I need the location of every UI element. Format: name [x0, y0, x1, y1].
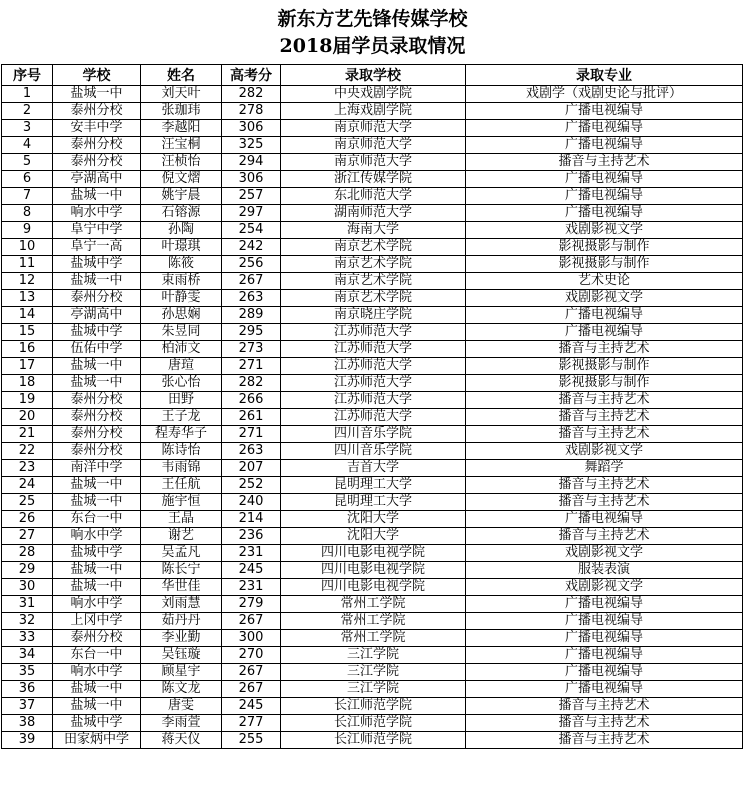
cell-index: 15 [2, 324, 53, 341]
cell-major: 广播电视编导 [466, 596, 743, 613]
cell-admitted-school: 中央戏剧学院 [281, 86, 466, 103]
table-body [2, 86, 743, 749]
cell-score: 282 [222, 375, 281, 392]
cell-major: 广播电视编导 [466, 103, 743, 120]
cell-major: 戏剧影视文学 [466, 443, 743, 460]
cell-index: 36 [2, 681, 53, 698]
cell-score: 297 [222, 205, 281, 222]
cell-index: 19 [2, 392, 53, 409]
cell-major: 播音与主持艺术 [466, 494, 743, 511]
cell-admitted-school: 常州工学院 [281, 613, 466, 630]
document-title: 新东方艺先锋传媒学校 [277, 8, 468, 30]
table-row [2, 715, 743, 732]
cell-school: 响水中学 [53, 596, 141, 613]
cell-name: 陈文龙 [141, 681, 222, 698]
cell-name: 蒋天仪 [141, 732, 222, 749]
cell-score: 267 [222, 273, 281, 290]
cell-admitted-school: 三江学院 [281, 664, 466, 681]
cell-school: 泰州分校 [53, 630, 141, 647]
cell-admitted-school: 四川电影电视学院 [281, 545, 466, 562]
header-name: 姓名 [141, 65, 222, 86]
cell-major: 广播电视编导 [466, 511, 743, 528]
cell-school: 亭湖高中 [53, 171, 141, 188]
cell-school: 泰州分校 [53, 290, 141, 307]
cell-school: 盐城一中 [53, 698, 141, 715]
cell-index: 7 [2, 188, 53, 205]
cell-admitted-school: 四川电影电视学院 [281, 562, 466, 579]
table-row [2, 307, 743, 324]
table-row [2, 732, 743, 749]
cell-index: 29 [2, 562, 53, 579]
cell-score: 267 [222, 664, 281, 681]
admissions-table [1, 64, 743, 749]
cell-score: 278 [222, 103, 281, 120]
table-row [2, 511, 743, 528]
cell-index: 14 [2, 307, 53, 324]
cell-score: 261 [222, 409, 281, 426]
cell-name: 韦雨锦 [141, 460, 222, 477]
cell-score: 207 [222, 460, 281, 477]
cell-name: 茹丹丹 [141, 613, 222, 630]
cell-score: 242 [222, 239, 281, 256]
cell-name: 王晶 [141, 511, 222, 528]
cell-admitted-school: 四川音乐学院 [281, 426, 466, 443]
cell-score: 263 [222, 290, 281, 307]
cell-school: 泰州分校 [53, 426, 141, 443]
cell-index: 32 [2, 613, 53, 630]
cell-admitted-school: 南京晓庄学院 [281, 307, 466, 324]
cell-admitted-school: 南京师范大学 [281, 154, 466, 171]
cell-score: 267 [222, 613, 281, 630]
table-row [2, 375, 743, 392]
table-row [2, 664, 743, 681]
cell-index: 31 [2, 596, 53, 613]
cell-index: 2 [2, 103, 53, 120]
table-row [2, 409, 743, 426]
cell-school: 盐城一中 [53, 681, 141, 698]
cell-school: 泰州分校 [53, 392, 141, 409]
cell-school: 盐城中学 [53, 715, 141, 732]
cell-school: 盐城一中 [53, 494, 141, 511]
cell-school: 泰州分校 [53, 137, 141, 154]
cell-major: 广播电视编导 [466, 630, 743, 647]
table-row [2, 222, 743, 239]
header-admitted-school: 录取学校 [281, 65, 466, 86]
cell-index: 18 [2, 375, 53, 392]
cell-index: 23 [2, 460, 53, 477]
cell-index: 17 [2, 358, 53, 375]
cell-name: 朱昱同 [141, 324, 222, 341]
cell-name: 柏沛文 [141, 341, 222, 358]
cell-name: 陈长宁 [141, 562, 222, 579]
cell-major: 播音与主持艺术 [466, 426, 743, 443]
cell-school: 东台一中 [53, 511, 141, 528]
cell-name: 吴钰璇 [141, 647, 222, 664]
cell-score: 267 [222, 681, 281, 698]
cell-score: 266 [222, 392, 281, 409]
cell-admitted-school: 长江师范学院 [281, 732, 466, 749]
table-row [2, 477, 743, 494]
cell-major: 影视摄影与制作 [466, 358, 743, 375]
cell-admitted-school: 南京师范大学 [281, 137, 466, 154]
table-row [2, 392, 743, 409]
cell-admitted-school: 江苏师范大学 [281, 324, 466, 341]
cell-major: 播音与主持艺术 [466, 341, 743, 358]
cell-index: 21 [2, 426, 53, 443]
header-index: 序号 [2, 65, 53, 86]
cell-name: 施宇恒 [141, 494, 222, 511]
cell-index: 12 [2, 273, 53, 290]
cell-score: 270 [222, 647, 281, 664]
cell-score: 245 [222, 698, 281, 715]
cell-school: 盐城中学 [53, 324, 141, 341]
table-row [2, 358, 743, 375]
cell-score: 240 [222, 494, 281, 511]
cell-index: 8 [2, 205, 53, 222]
cell-score: 252 [222, 477, 281, 494]
cell-index: 33 [2, 630, 53, 647]
cell-admitted-school: 江苏师范大学 [281, 341, 466, 358]
document-subtitle: 2018届学员录取情况 [279, 35, 466, 57]
cell-index: 9 [2, 222, 53, 239]
cell-name: 张珈玮 [141, 103, 222, 120]
cell-name: 石镕源 [141, 205, 222, 222]
cell-name: 王任航 [141, 477, 222, 494]
cell-major: 播音与主持艺术 [466, 154, 743, 171]
cell-score: 245 [222, 562, 281, 579]
cell-major: 广播电视编导 [466, 188, 743, 205]
cell-admitted-school: 四川音乐学院 [281, 443, 466, 460]
cell-school: 阜宁中学 [53, 222, 141, 239]
cell-school: 田家炳中学 [53, 732, 141, 749]
cell-index: 1 [2, 86, 53, 103]
cell-name: 汪桢怡 [141, 154, 222, 171]
table-row [2, 205, 743, 222]
cell-score: 236 [222, 528, 281, 545]
cell-score: 231 [222, 579, 281, 596]
cell-major: 广播电视编导 [466, 171, 743, 188]
cell-name: 刘雨慧 [141, 596, 222, 613]
cell-school: 盐城一中 [53, 358, 141, 375]
table-row [2, 290, 743, 307]
cell-name: 华世佳 [141, 579, 222, 596]
cell-index: 16 [2, 341, 53, 358]
cell-admitted-school: 南京艺术学院 [281, 256, 466, 273]
cell-score: 300 [222, 630, 281, 647]
cell-major: 播音与主持艺术 [466, 528, 743, 545]
cell-name: 王子龙 [141, 409, 222, 426]
cell-admitted-school: 常州工学院 [281, 596, 466, 613]
cell-admitted-school: 江苏师范大学 [281, 375, 466, 392]
cell-name: 田野 [141, 392, 222, 409]
cell-name: 李越阳 [141, 120, 222, 137]
cell-school: 上冈中学 [53, 613, 141, 630]
cell-admitted-school: 吉首大学 [281, 460, 466, 477]
cell-name: 谢艺 [141, 528, 222, 545]
cell-index: 25 [2, 494, 53, 511]
cell-index: 11 [2, 256, 53, 273]
cell-school: 盐城一中 [53, 579, 141, 596]
cell-name: 叶静雯 [141, 290, 222, 307]
table-row [2, 460, 743, 477]
cell-index: 10 [2, 239, 53, 256]
cell-score: 256 [222, 256, 281, 273]
cell-score: 271 [222, 426, 281, 443]
table-row [2, 86, 743, 103]
table-row [2, 443, 743, 460]
cell-major: 广播电视编导 [466, 647, 743, 664]
cell-index: 20 [2, 409, 53, 426]
table-row [2, 120, 743, 137]
table-row [2, 137, 743, 154]
cell-index: 3 [2, 120, 53, 137]
cell-admitted-school: 三江学院 [281, 647, 466, 664]
table-row [2, 596, 743, 613]
cell-major: 播音与主持艺术 [466, 732, 743, 749]
table-row [2, 647, 743, 664]
cell-major: 播音与主持艺术 [466, 477, 743, 494]
cell-score: 271 [222, 358, 281, 375]
cell-school: 盐城一中 [53, 562, 141, 579]
cell-admitted-school: 沈阳大学 [281, 528, 466, 545]
cell-school: 南洋中学 [53, 460, 141, 477]
table-row [2, 256, 743, 273]
table-row [2, 494, 743, 511]
cell-major: 广播电视编导 [466, 613, 743, 630]
cell-admitted-school: 三江学院 [281, 681, 466, 698]
cell-major: 戏剧影视文学 [466, 579, 743, 596]
table-row [2, 171, 743, 188]
cell-admitted-school: 沈阳大学 [281, 511, 466, 528]
cell-school: 盐城一中 [53, 86, 141, 103]
cell-school: 响水中学 [53, 664, 141, 681]
cell-name: 束雨桥 [141, 273, 222, 290]
header-school: 学校 [53, 65, 141, 86]
cell-name: 叶璟琪 [141, 239, 222, 256]
cell-major: 广播电视编导 [466, 137, 743, 154]
cell-major: 戏剧影视文学 [466, 545, 743, 562]
cell-score: 279 [222, 596, 281, 613]
table-row [2, 103, 743, 120]
cell-index: 22 [2, 443, 53, 460]
cell-score: 257 [222, 188, 281, 205]
cell-name: 李雨萱 [141, 715, 222, 732]
cell-school: 盐城一中 [53, 188, 141, 205]
cell-name: 吴孟凡 [141, 545, 222, 562]
header-major: 录取专业 [466, 65, 743, 86]
cell-name: 唐瑄 [141, 358, 222, 375]
table-row [2, 426, 743, 443]
cell-major: 播音与主持艺术 [466, 409, 743, 426]
cell-major: 播音与主持艺术 [466, 698, 743, 715]
cell-score: 255 [222, 732, 281, 749]
table-row [2, 681, 743, 698]
cell-admitted-school: 东北师范大学 [281, 188, 466, 205]
cell-school: 伍佑中学 [53, 341, 141, 358]
cell-major: 影视摄影与制作 [466, 239, 743, 256]
cell-name: 倪文熠 [141, 171, 222, 188]
cell-school: 泰州分校 [53, 443, 141, 460]
cell-admitted-school: 昆明理工大学 [281, 494, 466, 511]
cell-score: 282 [222, 86, 281, 103]
cell-admitted-school: 上海戏剧学院 [281, 103, 466, 120]
cell-admitted-school: 昆明理工大学 [281, 477, 466, 494]
cell-school: 盐城中学 [53, 545, 141, 562]
cell-major: 广播电视编导 [466, 664, 743, 681]
cell-index: 24 [2, 477, 53, 494]
cell-school: 阜宁一高 [53, 239, 141, 256]
cell-school: 泰州分校 [53, 409, 141, 426]
cell-admitted-school: 海南大学 [281, 222, 466, 239]
table-row [2, 613, 743, 630]
cell-admitted-school: 长江师范学院 [281, 715, 466, 732]
cell-index: 5 [2, 154, 53, 171]
table-row [2, 528, 743, 545]
cell-score: 214 [222, 511, 281, 528]
cell-index: 39 [2, 732, 53, 749]
cell-major: 戏剧学（戏剧史论与批评） [466, 86, 743, 103]
table-row [2, 630, 743, 647]
cell-school: 泰州分校 [53, 103, 141, 120]
cell-score: 277 [222, 715, 281, 732]
cell-index: 34 [2, 647, 53, 664]
cell-score: 231 [222, 545, 281, 562]
cell-school: 亭湖高中 [53, 307, 141, 324]
cell-index: 37 [2, 698, 53, 715]
cell-score: 254 [222, 222, 281, 239]
cell-major: 广播电视编导 [466, 324, 743, 341]
table-header-row [2, 65, 743, 86]
cell-school: 盐城一中 [53, 375, 141, 392]
cell-index: 26 [2, 511, 53, 528]
cell-name: 顾星宇 [141, 664, 222, 681]
cell-name: 张心怡 [141, 375, 222, 392]
table-row [2, 239, 743, 256]
cell-school: 盐城中学 [53, 256, 141, 273]
table-row [2, 273, 743, 290]
table-row [2, 698, 743, 715]
cell-major: 广播电视编导 [466, 120, 743, 137]
cell-admitted-school: 南京艺术学院 [281, 239, 466, 256]
table-row [2, 579, 743, 596]
cell-major: 广播电视编导 [466, 681, 743, 698]
cell-major: 舞蹈学 [466, 460, 743, 477]
cell-major: 戏剧影视文学 [466, 290, 743, 307]
cell-index: 27 [2, 528, 53, 545]
cell-admitted-school: 浙江传媒学院 [281, 171, 466, 188]
cell-index: 35 [2, 664, 53, 681]
cell-school: 响水中学 [53, 528, 141, 545]
cell-score: 306 [222, 120, 281, 137]
cell-admitted-school: 四川电影电视学院 [281, 579, 466, 596]
cell-score: 325 [222, 137, 281, 154]
cell-score: 294 [222, 154, 281, 171]
cell-admitted-school: 湖南师范大学 [281, 205, 466, 222]
header-score: 高考分 [222, 65, 281, 86]
cell-major: 服装表演 [466, 562, 743, 579]
cell-index: 30 [2, 579, 53, 596]
cell-index: 28 [2, 545, 53, 562]
cell-school: 响水中学 [53, 205, 141, 222]
cell-score: 295 [222, 324, 281, 341]
cell-index: 6 [2, 171, 53, 188]
cell-score: 273 [222, 341, 281, 358]
cell-admitted-school: 长江师范学院 [281, 698, 466, 715]
cell-major: 艺术史论 [466, 273, 743, 290]
cell-score: 263 [222, 443, 281, 460]
cell-admitted-school: 南京艺术学院 [281, 273, 466, 290]
cell-admitted-school: 南京师范大学 [281, 120, 466, 137]
cell-major: 广播电视编导 [466, 205, 743, 222]
cell-major: 播音与主持艺术 [466, 392, 743, 409]
cell-admitted-school: 江苏师范大学 [281, 358, 466, 375]
cell-name: 程寿华子 [141, 426, 222, 443]
cell-major: 戏剧影视文学 [466, 222, 743, 239]
table-row [2, 188, 743, 205]
table-row [2, 324, 743, 341]
cell-major: 影视摄影与制作 [466, 256, 743, 273]
cell-name: 李业勤 [141, 630, 222, 647]
cell-major: 广播电视编导 [466, 307, 743, 324]
cell-school: 盐城一中 [53, 273, 141, 290]
cell-score: 289 [222, 307, 281, 324]
cell-major: 影视摄影与制作 [466, 375, 743, 392]
cell-admitted-school: 常州工学院 [281, 630, 466, 647]
cell-score: 306 [222, 171, 281, 188]
cell-school: 东台一中 [53, 647, 141, 664]
cell-admitted-school: 南京艺术学院 [281, 290, 466, 307]
cell-school: 盐城一中 [53, 477, 141, 494]
cell-admitted-school: 江苏师范大学 [281, 392, 466, 409]
cell-name: 唐雯 [141, 698, 222, 715]
cell-admitted-school: 江苏师范大学 [281, 409, 466, 426]
cell-name: 姚宇晨 [141, 188, 222, 205]
cell-name: 陈筱 [141, 256, 222, 273]
table-row [2, 545, 743, 562]
cell-name: 汪宝桐 [141, 137, 222, 154]
cell-school: 安丰中学 [53, 120, 141, 137]
cell-name: 孙思娴 [141, 307, 222, 324]
table-row [2, 341, 743, 358]
cell-index: 38 [2, 715, 53, 732]
table-row [2, 154, 743, 171]
cell-index: 4 [2, 137, 53, 154]
cell-major: 播音与主持艺术 [466, 715, 743, 732]
cell-name: 孙陶 [141, 222, 222, 239]
table-row [2, 562, 743, 579]
cell-school: 泰州分校 [53, 154, 141, 171]
cell-name: 陈诗怡 [141, 443, 222, 460]
cell-index: 13 [2, 290, 53, 307]
cell-name: 刘天叶 [141, 86, 222, 103]
